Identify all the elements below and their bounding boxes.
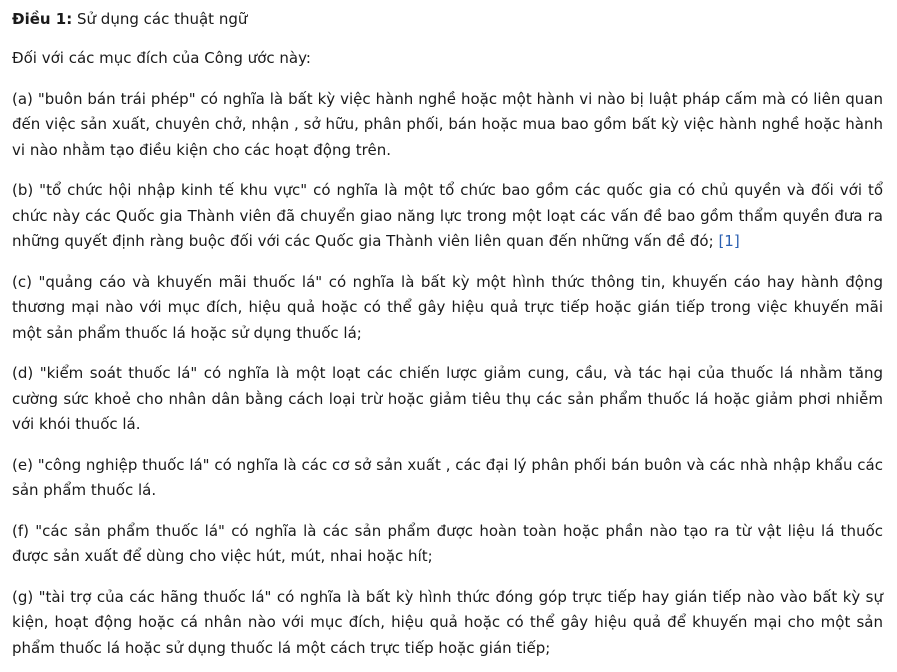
paragraph-intro: Đối với các mục đích của Công ước này: [12, 49, 311, 67]
paragraph-g: (g) "tài trợ của các hãng thuốc lá" có nghĩa là bất kỳ hình thức đóng góp trực tiếp hay gián tiếp nào vào bất kỳ sự kiện, hoạt động hoặc cá nhân nào với mục đích, hiệu quả hoặc có thể gây hiệu quả để khuyến mại cho một sản phẩm thuốc lá hoặc sử dụng thuốc lá một cách trực tiếp hoặc gián tiếp; [12, 587, 883, 657]
paragraph-a: (a) "buôn bán trái phép" có nghĩa là bất kỳ việc hành nghề hoặc một hành vi nào bị luật pháp cấm mà có liên quan đến việc sản xuất, chuyên chở, nhận , sở hữu, phân phối, bán hoặc mua bao gồm bất kỳ việc hành nghề hoặc hành vi nào nhằm tạo điều kiện cho các hoạt động trên. [12, 89, 883, 159]
footnote-reference-link[interactable]: [1] [718, 232, 740, 250]
paragraph-e: (e) "công nghiệp thuốc lá" có nghĩa là các cơ sở sản xuất , các đại lý phân phối bán buôn và các nhà nhập khẩu các sản phẩm thuốc lá. [12, 455, 883, 499]
section-heading-rest: Sử dụng các thuật ngữ [72, 10, 248, 28]
paragraph-b-text: (b) "tổ chức hội nhập kinh tế khu vực" có nghĩa là một tổ chức bao gồm các quốc gia có chủ quyền và đối với tổ chức này các Quốc gia Thành viên đã chuyển giao năng lực trong một loạt các vấn đề bao gồm thẩm quyền đưa ra những quyết định ràng buộc đối với các Quốc gia Thành viên liên quan đến những vấn đề đó; [12, 181, 883, 250]
paragraph-f: (f) "các sản phẩm thuốc lá" có nghĩa là các sản phẩm được hoàn toàn hoặc phần nào tạo ra từ vật liệu lá thuốc được sản xuất để dùng cho việc hút, mút, nhai hoặc hít; [12, 521, 883, 565]
section-heading-term: Điều 1: [12, 10, 73, 28]
paragraph-b [12, 178, 883, 255]
section-heading [12, 8, 883, 30]
paragraph-c: (c) "quảng cáo và khuyến mãi thuốc lá" có nghĩa là bất kỳ một hình thức thông tin, khuyến cáo hay hành động thương mại nào với mục đích, hiệu quả hoặc có thể gây hiệu quả trực tiếp hoặc gián tiếp trong việc khuyến mãi một sản phẩm thuốc lá hoặc sử dụng thuốc lá; [12, 272, 883, 342]
paragraph-d: (d) "kiểm soát thuốc lá" có nghĩa là một loạt các chiến lược giảm cung, cầu, và tác hại của thuốc lá nhằm tăng cường sức khoẻ cho nhân dân bằng cách loại trừ hoặc giảm tiêu thụ các sản phẩm thuốc lá hoặc giảm phơi nhiễm với khói thuốc lá. [12, 364, 883, 433]
